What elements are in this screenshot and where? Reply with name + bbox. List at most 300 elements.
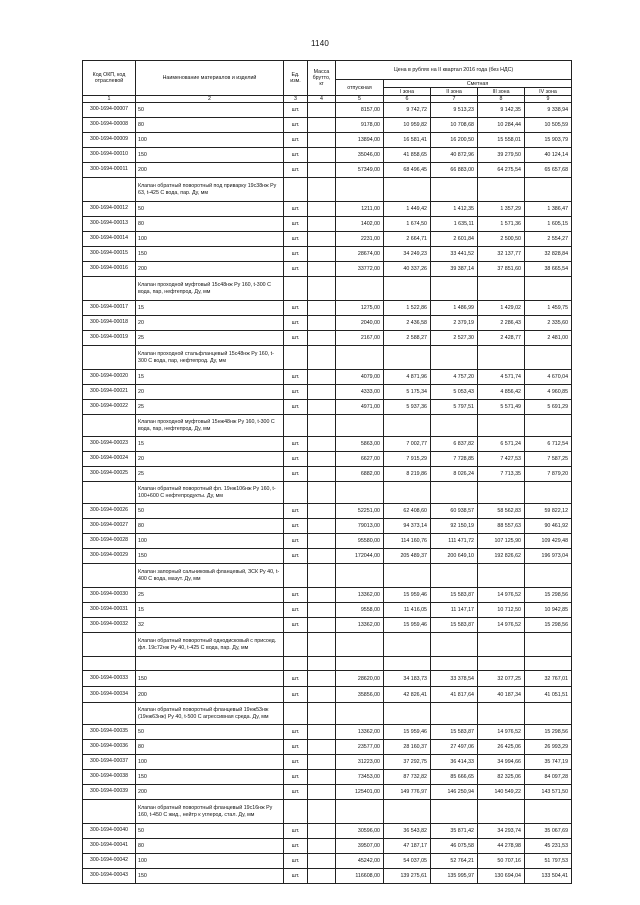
section-header-row <box>83 800 572 824</box>
item-size: 150 <box>136 869 284 884</box>
item-code: 300-1694-00033 <box>83 671 136 687</box>
item-code: 300-1694-00012 <box>83 202 136 217</box>
column-number: 6 <box>384 96 431 103</box>
item-size: 100 <box>136 755 284 770</box>
price-otpusknaya: 23577,00 <box>336 740 384 755</box>
column-number: 5 <box>336 96 384 103</box>
empty-cell <box>284 415 308 437</box>
item-unit: шт. <box>284 202 308 217</box>
item-mass <box>308 400 336 415</box>
price-zone-4: 109 429,48 <box>525 534 572 549</box>
empty-cell <box>478 277 525 301</box>
empty-cell <box>284 482 308 504</box>
empty-cell <box>478 415 525 437</box>
price-zone-3: 39 279,50 <box>478 148 525 163</box>
item-mass <box>308 133 336 148</box>
price-zone-3: 14 976,52 <box>478 725 525 740</box>
empty-cell <box>308 178 336 202</box>
column-number: 4 <box>308 96 336 103</box>
header-name: Наименование материалов и изделий <box>136 61 284 96</box>
item-code: 300-1694-00027 <box>83 519 136 534</box>
item-unit: шт. <box>284 504 308 519</box>
item-unit: шт. <box>284 549 308 564</box>
section-title: Клапан обратный поворотный фл. 19нж106нж Ру 160, t-100+600 С нефтепродукты. Ду, мм <box>136 482 284 504</box>
header-unit: Ед. изм. <box>284 61 308 96</box>
item-unit: шт. <box>284 103 308 118</box>
section-title: Клапан обратный поворотный фланцевый 19с16нж Ру 160, t-450 С жид., нейтр к углерод. стал. Ду, мм <box>136 800 284 824</box>
empty-cell <box>384 657 431 671</box>
empty-cell <box>525 564 572 588</box>
table-row <box>83 148 572 163</box>
empty-cell <box>525 800 572 824</box>
item-size: 80 <box>136 519 284 534</box>
price-zone-4: 32 767,01 <box>525 671 572 687</box>
empty-cell <box>478 633 525 657</box>
empty-cell <box>431 564 478 588</box>
item-unit: шт. <box>284 869 308 884</box>
empty-cell <box>336 178 384 202</box>
item-size: 80 <box>136 740 284 755</box>
item-code: 300-1694-00037 <box>83 755 136 770</box>
item-unit: шт. <box>284 301 308 316</box>
section-code <box>83 482 136 504</box>
price-zone-2: 1 486,99 <box>431 301 478 316</box>
price-zone-2: 1 635,11 <box>431 217 478 232</box>
price-zone-4: 32 828,84 <box>525 247 572 262</box>
price-zone-3: 130 694,04 <box>478 869 525 884</box>
item-size: 20 <box>136 316 284 331</box>
price-zone-4: 2 335,60 <box>525 316 572 331</box>
price-zone-4: 84 097,28 <box>525 770 572 785</box>
item-size: 15 <box>136 370 284 385</box>
price-otpusknaya: 116608,00 <box>336 869 384 884</box>
item-code: 300-1694-00015 <box>83 247 136 262</box>
price-zone-2: 10 708,68 <box>431 118 478 133</box>
item-size: 200 <box>136 163 284 178</box>
price-otpusknaya: 73453,00 <box>336 770 384 785</box>
price-zone-2: 52 764,21 <box>431 854 478 869</box>
price-zone-3: 32 077,25 <box>478 671 525 687</box>
item-unit: шт. <box>284 262 308 277</box>
empty-cell <box>384 564 431 588</box>
item-unit: шт. <box>284 725 308 740</box>
empty-cell <box>284 346 308 370</box>
price-zone-1: 16 581,41 <box>384 133 431 148</box>
section-header-row <box>83 415 572 437</box>
item-size: 25 <box>136 331 284 346</box>
price-zone-4: 9 338,94 <box>525 103 572 118</box>
item-code: 300-1694-00035 <box>83 725 136 740</box>
empty-cell <box>284 657 308 671</box>
item-unit: шт. <box>284 370 308 385</box>
price-zone-1: 37 292,75 <box>384 755 431 770</box>
price-zone-2: 41 817,64 <box>431 687 478 703</box>
item-unit: шт. <box>284 519 308 534</box>
item-mass <box>308 755 336 770</box>
empty-cell <box>431 415 478 437</box>
price-zone-3: 10 712,50 <box>478 603 525 618</box>
price-zone-4: 41 051,51 <box>525 687 572 703</box>
price-zone-3: 9 142,35 <box>478 103 525 118</box>
price-otpusknaya: 45242,00 <box>336 854 384 869</box>
table-row <box>83 755 572 770</box>
empty-cell <box>284 564 308 588</box>
empty-cell <box>525 482 572 504</box>
empty-cell <box>308 657 336 671</box>
item-code: 300-1694-00030 <box>83 588 136 603</box>
price-zone-4: 15 903,79 <box>525 133 572 148</box>
item-mass <box>308 301 336 316</box>
empty-cell <box>308 800 336 824</box>
item-mass <box>308 232 336 247</box>
item-unit: шт. <box>284 452 308 467</box>
item-mass <box>308 770 336 785</box>
section-header-row <box>83 633 572 657</box>
section-header-row <box>83 178 572 202</box>
price-zone-4: 1 459,75 <box>525 301 572 316</box>
item-code: 300-1694-00008 <box>83 118 136 133</box>
spacer-row <box>83 657 572 671</box>
price-zone-3: 50 707,16 <box>478 854 525 869</box>
empty-cell <box>478 482 525 504</box>
item-size: 15 <box>136 301 284 316</box>
item-code: 300-1694-00025 <box>83 467 136 482</box>
empty-cell <box>336 482 384 504</box>
table-row <box>83 725 572 740</box>
price-zone-3: 2 500,50 <box>478 232 525 247</box>
price-zone-2: 66 883,00 <box>431 163 478 178</box>
price-zone-3: 34 994,66 <box>478 755 525 770</box>
section-title: Клапан проходной муфтовый 15с48нж Ру 160, t-300 С вода, пар, нефтепрод. Ду, мм <box>136 277 284 301</box>
empty-cell <box>83 657 136 671</box>
item-unit: шт. <box>284 588 308 603</box>
item-code: 300-1694-00039 <box>83 785 136 800</box>
empty-cell <box>525 415 572 437</box>
empty-cell <box>478 703 525 725</box>
item-unit: шт. <box>284 755 308 770</box>
table-row <box>83 437 572 452</box>
item-code: 300-1694-00034 <box>83 687 136 703</box>
item-mass <box>308 725 336 740</box>
empty-cell <box>431 277 478 301</box>
price-zone-4: 1 386,47 <box>525 202 572 217</box>
price-otpusknaya: 2231,00 <box>336 232 384 247</box>
table-row <box>83 519 572 534</box>
page-number: 1140 <box>310 39 329 48</box>
empty-cell <box>284 277 308 301</box>
item-mass <box>308 163 336 178</box>
header-code: Код ОКП, код отраслевой <box>83 61 136 96</box>
table-row <box>83 588 572 603</box>
item-unit: шт. <box>284 148 308 163</box>
empty-cell <box>384 633 431 657</box>
item-unit: шт. <box>284 687 308 703</box>
empty-cell <box>431 346 478 370</box>
price-table <box>82 60 572 884</box>
price-zone-1: 205 489,37 <box>384 549 431 564</box>
price-zone-2: 27 497,06 <box>431 740 478 755</box>
price-zone-2: 111 471,72 <box>431 534 478 549</box>
table-row <box>83 202 572 217</box>
item-unit: шт. <box>284 400 308 415</box>
price-zone-3: 5 571,49 <box>478 400 525 415</box>
item-mass <box>308 148 336 163</box>
price-zone-2: 16 200,50 <box>431 133 478 148</box>
table-row <box>83 118 572 133</box>
price-zone-1: 42 826,41 <box>384 687 431 703</box>
item-size: 50 <box>136 202 284 217</box>
empty-cell <box>284 633 308 657</box>
table-row <box>83 385 572 400</box>
item-unit: шт. <box>284 118 308 133</box>
item-unit: шт. <box>284 217 308 232</box>
price-otpusknaya: 33772,00 <box>336 262 384 277</box>
price-zone-4: 5 691,29 <box>525 400 572 415</box>
price-zone-3: 140 549,22 <box>478 785 525 800</box>
price-zone-1: 15 959,46 <box>384 588 431 603</box>
price-otpusknaya: 13362,00 <box>336 618 384 633</box>
price-zone-1: 7 002,77 <box>384 437 431 452</box>
price-zone-3: 1 571,36 <box>478 217 525 232</box>
price-zone-4: 26 993,29 <box>525 740 572 755</box>
section-code <box>83 564 136 588</box>
item-size: 200 <box>136 262 284 277</box>
price-zone-1: 62 408,60 <box>384 504 431 519</box>
item-code: 300-1694-00009 <box>83 133 136 148</box>
price-zone-3: 32 137,77 <box>478 247 525 262</box>
item-code: 300-1694-00026 <box>83 504 136 519</box>
price-zone-1: 94 373,14 <box>384 519 431 534</box>
header-mass: Масса брутто, кг <box>308 61 336 96</box>
section-code <box>83 703 136 725</box>
price-zone-4: 4 670,04 <box>525 370 572 385</box>
table-row <box>83 452 572 467</box>
empty-cell <box>384 800 431 824</box>
item-code: 300-1694-00041 <box>83 839 136 854</box>
item-unit: шт. <box>284 603 308 618</box>
item-code: 300-1694-00022 <box>83 400 136 415</box>
table-row <box>83 534 572 549</box>
section-title: Клапан проходной стальфланцевый 15с48нж Ру 160, t-300 С вода, пар, нефтепрод. Ду, мм <box>136 346 284 370</box>
item-unit: шт. <box>284 785 308 800</box>
empty-cell <box>384 703 431 725</box>
item-mass <box>308 467 336 482</box>
section-title: Клапан обратный поворотный под приварку 19с38нж Ру 63, t-425 С вода, пар. Ду, мм <box>136 178 284 202</box>
item-code: 300-1694-00024 <box>83 452 136 467</box>
item-mass <box>308 854 336 869</box>
empty-cell <box>525 633 572 657</box>
header-zone-4: IV зона <box>525 88 572 96</box>
table-row <box>83 467 572 482</box>
item-mass <box>308 588 336 603</box>
price-otpusknaya: 8157,00 <box>336 103 384 118</box>
item-size: 50 <box>136 725 284 740</box>
item-unit: шт. <box>284 133 308 148</box>
item-unit: шт. <box>284 740 308 755</box>
price-zone-2: 8 026,24 <box>431 467 478 482</box>
header-zone-3: III зона <box>478 88 525 96</box>
empty-cell <box>284 178 308 202</box>
price-zone-3: 192 826,62 <box>478 549 525 564</box>
table-row <box>83 671 572 687</box>
item-mass <box>308 385 336 400</box>
empty-cell <box>308 415 336 437</box>
section-header-row <box>83 564 572 588</box>
section-header-row <box>83 482 572 504</box>
empty-cell <box>336 346 384 370</box>
item-size: 150 <box>136 671 284 687</box>
price-zone-4: 35 747,19 <box>525 755 572 770</box>
table-row <box>83 549 572 564</box>
price-zone-3: 10 284,44 <box>478 118 525 133</box>
price-zone-2: 4 757,20 <box>431 370 478 385</box>
table-row <box>83 133 572 148</box>
item-mass <box>308 316 336 331</box>
price-otpusknaya: 125401,00 <box>336 785 384 800</box>
price-zone-4: 196 973,04 <box>525 549 572 564</box>
empty-cell <box>525 703 572 725</box>
price-zone-2: 35 871,42 <box>431 824 478 839</box>
item-code: 300-1694-00043 <box>83 869 136 884</box>
price-otpusknaya: 1402,00 <box>336 217 384 232</box>
item-size: 200 <box>136 785 284 800</box>
price-otpusknaya: 2167,00 <box>336 331 384 346</box>
price-zone-4: 10 505,59 <box>525 118 572 133</box>
price-otpusknaya: 57349,00 <box>336 163 384 178</box>
price-zone-2: 1 412,35 <box>431 202 478 217</box>
empty-cell <box>525 178 572 202</box>
price-otpusknaya: 95580,00 <box>336 534 384 549</box>
price-zone-1: 5 175,34 <box>384 385 431 400</box>
price-otpusknaya: 13362,00 <box>336 588 384 603</box>
price-otpusknaya: 4971,00 <box>336 400 384 415</box>
item-code: 300-1694-00011 <box>83 163 136 178</box>
item-unit: шт. <box>284 467 308 482</box>
price-otpusknaya: 13362,00 <box>336 725 384 740</box>
empty-cell <box>308 564 336 588</box>
item-code: 300-1694-00010 <box>83 148 136 163</box>
table-body <box>83 103 572 884</box>
price-zone-2: 36 414,33 <box>431 755 478 770</box>
item-size: 20 <box>136 385 284 400</box>
item-size: 50 <box>136 103 284 118</box>
price-zone-3: 107 125,90 <box>478 534 525 549</box>
price-zone-2: 40 872,96 <box>431 148 478 163</box>
empty-cell <box>384 415 431 437</box>
price-zone-1: 68 496,45 <box>384 163 431 178</box>
empty-cell <box>478 178 525 202</box>
item-mass <box>308 370 336 385</box>
item-mass <box>308 262 336 277</box>
item-size: 150 <box>136 247 284 262</box>
item-size: 25 <box>136 467 284 482</box>
empty-cell <box>478 564 525 588</box>
price-zone-1: 1 522,86 <box>384 301 431 316</box>
price-zone-4: 2 554,27 <box>525 232 572 247</box>
empty-cell <box>136 657 284 671</box>
price-zone-4: 7 879,20 <box>525 467 572 482</box>
item-size: 50 <box>136 824 284 839</box>
item-code: 300-1694-00023 <box>83 437 136 452</box>
empty-cell <box>308 633 336 657</box>
table-row <box>83 163 572 178</box>
price-otpusknaya: 9178,00 <box>336 118 384 133</box>
price-otpusknaya: 79013,00 <box>336 519 384 534</box>
price-zone-1: 34 249,23 <box>384 247 431 262</box>
price-zone-1: 10 959,82 <box>384 118 431 133</box>
price-otpusknaya: 4333,00 <box>336 385 384 400</box>
price-zone-4: 6 712,54 <box>525 437 572 452</box>
item-code: 300-1694-00042 <box>83 854 136 869</box>
price-zone-1: 11 416,05 <box>384 603 431 618</box>
price-zone-2: 2 527,30 <box>431 331 478 346</box>
column-number-row <box>83 96 572 103</box>
item-unit: шт. <box>284 854 308 869</box>
price-otpusknaya: 35856,00 <box>336 687 384 703</box>
price-zone-2: 15 583,87 <box>431 618 478 633</box>
price-zone-3: 7 427,53 <box>478 452 525 467</box>
item-code: 300-1694-00038 <box>83 770 136 785</box>
table-row <box>83 824 572 839</box>
item-code: 300-1694-00017 <box>83 301 136 316</box>
item-unit: шт. <box>284 618 308 633</box>
price-zone-3: 7 713,35 <box>478 467 525 482</box>
empty-cell <box>525 346 572 370</box>
empty-cell <box>336 703 384 725</box>
price-zone-3: 1 357,29 <box>478 202 525 217</box>
item-size: 100 <box>136 133 284 148</box>
price-zone-4: 15 298,56 <box>525 725 572 740</box>
price-zone-3: 2 428,77 <box>478 331 525 346</box>
price-zone-2: 2 379,19 <box>431 316 478 331</box>
item-mass <box>308 549 336 564</box>
table-row <box>83 400 572 415</box>
item-code: 300-1694-00040 <box>83 824 136 839</box>
price-zone-2: 39 387,14 <box>431 262 478 277</box>
price-zone-2: 146 250,94 <box>431 785 478 800</box>
header-zone-1: I зона <box>384 88 431 96</box>
item-size: 80 <box>136 217 284 232</box>
price-zone-4: 143 571,50 <box>525 785 572 800</box>
item-unit: шт. <box>284 247 308 262</box>
price-otpusknaya: 5863,00 <box>336 437 384 452</box>
item-size: 25 <box>136 588 284 603</box>
price-zone-2: 2 601,84 <box>431 232 478 247</box>
price-otpusknaya: 9558,00 <box>336 603 384 618</box>
price-zone-1: 41 858,65 <box>384 148 431 163</box>
price-zone-2: 15 583,87 <box>431 588 478 603</box>
price-zone-2: 6 837,82 <box>431 437 478 452</box>
price-zone-3: 37 851,60 <box>478 262 525 277</box>
section-header-row <box>83 346 572 370</box>
header-otpusknaya: отпускная <box>336 80 384 96</box>
price-zone-1: 1 674,50 <box>384 217 431 232</box>
price-zone-1: 47 187,17 <box>384 839 431 854</box>
price-zone-2: 92 150,19 <box>431 519 478 534</box>
item-mass <box>308 869 336 884</box>
price-zone-1: 28 160,37 <box>384 740 431 755</box>
column-number: 8 <box>478 96 525 103</box>
item-size: 20 <box>136 452 284 467</box>
price-otpusknaya: 28620,00 <box>336 671 384 687</box>
section-header-row <box>83 703 572 725</box>
price-zone-4: 35 067,69 <box>525 824 572 839</box>
section-title: Клапан проходной муфтовый 15нж48нж Ру 160, t-300 С вода, пар, нефтепрод. Ду, мм <box>136 415 284 437</box>
empty-cell <box>431 482 478 504</box>
item-code: 300-1694-00013 <box>83 217 136 232</box>
empty-cell <box>478 800 525 824</box>
item-unit: шт. <box>284 331 308 346</box>
